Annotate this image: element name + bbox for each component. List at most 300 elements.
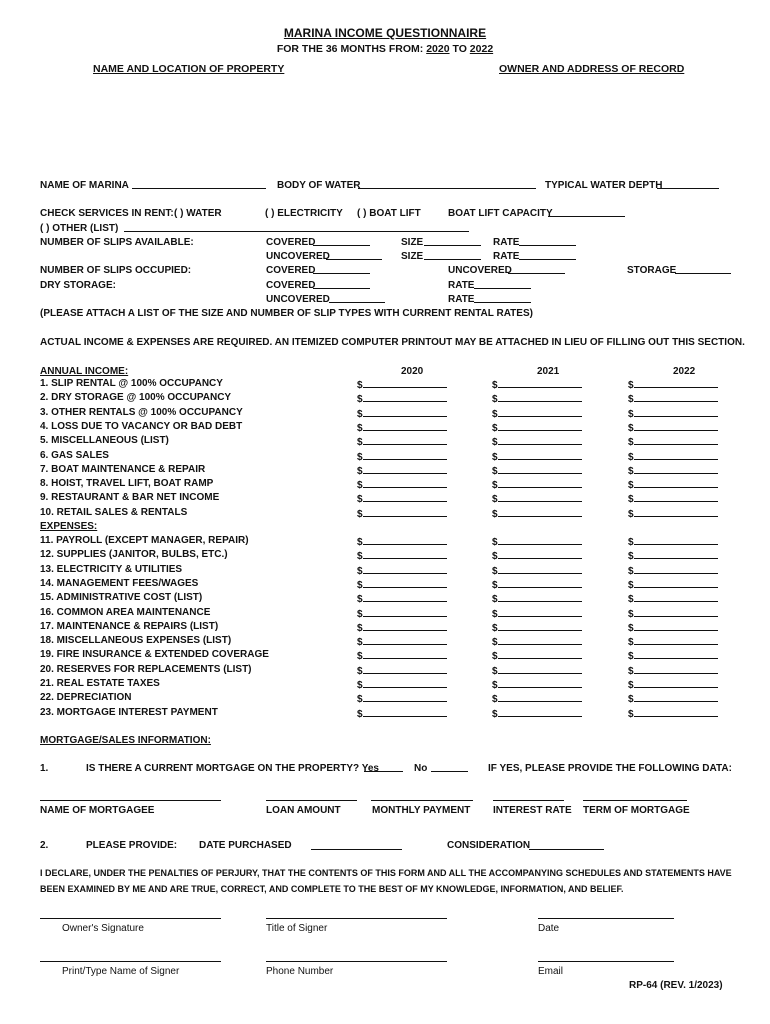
dollar-sign: $ <box>357 437 363 449</box>
amount-field-2022[interactable] <box>628 564 718 577</box>
amount-field-2022[interactable] <box>628 692 718 705</box>
amount-field-2021[interactable] <box>492 607 582 620</box>
amount-blank[interactable] <box>634 621 718 631</box>
dry-storage-label: DRY STORAGE: <box>40 280 116 291</box>
dollar-sign: $ <box>628 594 634 606</box>
dollar-sign: $ <box>628 437 634 449</box>
owner-signature-line[interactable] <box>40 918 221 919</box>
monthly-payment-field[interactable] <box>371 800 473 801</box>
amount-field-2020[interactable] <box>357 407 447 420</box>
amount-field-2020[interactable] <box>357 478 447 491</box>
dollar-sign: $ <box>492 608 498 620</box>
covered-label-2: COVERED <box>266 265 316 276</box>
amount-field-2022[interactable] <box>628 578 718 591</box>
covered-label-3: COVERED <box>266 280 316 291</box>
dollar-sign: $ <box>357 579 363 591</box>
amount-field-2020[interactable] <box>357 692 447 705</box>
uncovered-field-2[interactable] <box>508 273 565 274</box>
dollar-sign: $ <box>357 480 363 492</box>
date-label: Date <box>538 923 560 934</box>
to-word: TO <box>452 43 467 55</box>
dollar-sign: $ <box>492 437 498 449</box>
covered-label-1: COVERED <box>266 237 316 248</box>
amount-blank[interactable] <box>634 378 718 388</box>
amount-blank[interactable] <box>634 707 718 717</box>
dollar-sign: $ <box>492 380 498 391</box>
amount-field-2020[interactable] <box>357 621 447 634</box>
dollar-sign: $ <box>492 451 498 463</box>
amount-field-2022[interactable] <box>628 707 718 720</box>
amount-field-2022[interactable] <box>628 392 718 405</box>
amount-blank[interactable] <box>498 664 582 674</box>
income-item-label: 1. SLIP RENTAL @ 100% OCCUPANCY <box>40 378 223 389</box>
amount-blank[interactable] <box>498 678 582 688</box>
expense-item-label: 16. COMMON AREA MAINTENANCE <box>40 606 211 618</box>
amount-blank[interactable] <box>498 692 582 702</box>
title-of-signer-label: Title of Signer <box>266 923 328 934</box>
dollar-sign: $ <box>492 480 498 492</box>
expense-item-label: 11. PAYROLL (EXCEPT MANAGER, REPAIR) <box>40 535 249 546</box>
date-purchased-field[interactable] <box>311 849 402 850</box>
dollar-sign: $ <box>357 651 363 663</box>
amount-field-2021[interactable] <box>492 621 582 634</box>
amount-field-2021[interactable] <box>492 392 582 405</box>
dollar-sign: $ <box>492 465 498 477</box>
services-label: CHECK SERVICES IN RENT: <box>40 208 174 219</box>
date-purchased-label: DATE PURCHASED <box>199 840 292 851</box>
actual-income-note: ACTUAL INCOME & EXPENSES ARE REQUIRED. AN ITEMIZED COMPUTER PRINTOUT MAY BE ATTACHED IN LIEU OF FILLING OUT THIS SECTION. <box>40 337 745 348</box>
amount-blank[interactable] <box>634 464 718 474</box>
loan-amount-field[interactable] <box>266 800 357 801</box>
title-of-signer-line[interactable] <box>266 918 447 919</box>
expense-item-label: 21. REAL ESTATE TAXES <box>40 678 160 689</box>
amount-field-2022[interactable] <box>628 607 718 620</box>
amount-blank[interactable] <box>634 535 718 545</box>
dollar-sign: $ <box>492 408 498 420</box>
amount-field-2020[interactable] <box>357 549 447 562</box>
dollar-sign: $ <box>628 622 634 634</box>
phone-line[interactable] <box>266 961 447 962</box>
dollar-sign: $ <box>357 565 363 577</box>
amount-field-2020[interactable] <box>357 435 447 448</box>
dollar-sign: $ <box>357 680 363 691</box>
amount-field-2020[interactable] <box>357 592 447 605</box>
q2-number: 2. <box>40 840 49 851</box>
amount-field-2022[interactable] <box>628 407 718 420</box>
amount-field-2022[interactable] <box>628 478 718 491</box>
electricity-checkbox[interactable]: ( ) ELECTRICITY <box>265 208 343 219</box>
dollar-sign: $ <box>628 408 634 420</box>
amount-blank[interactable] <box>363 592 447 602</box>
expense-item-label: 18. MISCELLANEOUS EXPENSES (LIST) <box>40 635 232 647</box>
dollar-sign: $ <box>357 494 363 506</box>
dollar-sign: $ <box>357 608 363 620</box>
dollar-sign: $ <box>492 551 498 563</box>
dollar-sign: $ <box>628 579 634 591</box>
amount-blank[interactable] <box>498 435 582 445</box>
income-item-label: 2. DRY STORAGE @ 100% OCCUPANCY <box>40 392 232 404</box>
no-field[interactable] <box>431 771 468 772</box>
expense-item-label: 12. SUPPLIES (JANITOR, BULBS, ETC.) <box>40 549 228 561</box>
term-field[interactable] <box>583 800 687 801</box>
expenses-heading: EXPENSES: <box>40 521 98 532</box>
rate-field-2[interactable] <box>519 259 576 260</box>
amount-blank[interactable] <box>363 392 447 402</box>
income-item-label: 5. MISCELLANEOUS (LIST) <box>40 435 169 447</box>
amount-blank[interactable] <box>363 507 447 517</box>
rate-label-2: RATE <box>493 251 520 262</box>
storage-field[interactable] <box>675 273 731 274</box>
amount-field-2021[interactable] <box>492 407 582 420</box>
amount-blank[interactable] <box>498 707 582 717</box>
amount-blank[interactable] <box>363 678 447 688</box>
dollar-sign: $ <box>628 680 634 691</box>
marina-name-label: NAME OF MARINA <box>40 180 129 191</box>
amount-field-2022[interactable] <box>628 678 718 691</box>
dollar-sign: $ <box>492 594 498 606</box>
amount-blank[interactable] <box>498 564 582 574</box>
dollar-sign: $ <box>357 708 363 720</box>
dollar-sign: $ <box>628 651 634 663</box>
expense-item-label: 14. MANAGEMENT FEES/WAGES <box>40 577 199 589</box>
rate-field-3[interactable] <box>474 288 531 289</box>
water-depth-label: TYPICAL WATER DEPTH <box>545 180 663 191</box>
amount-blank[interactable] <box>498 621 582 631</box>
amount-field-2022[interactable] <box>628 649 718 662</box>
amount-field-2020[interactable] <box>357 464 447 477</box>
amount-field-2020[interactable] <box>357 378 447 391</box>
expense-item-label: 23. MORTGAGE INTEREST PAYMENT <box>40 706 218 718</box>
amount-blank[interactable] <box>634 578 718 588</box>
amount-blank[interactable] <box>634 392 718 402</box>
year-2021-header: 2021 <box>537 366 560 377</box>
amount-blank[interactable] <box>634 692 718 702</box>
amount-field-2020[interactable] <box>357 507 447 520</box>
uncovered-field-3[interactable] <box>329 302 385 303</box>
other-checkbox[interactable]: ( ) OTHER (LIST) <box>40 223 119 234</box>
amount-field-2022[interactable] <box>628 492 718 505</box>
amount-blank[interactable] <box>363 635 447 645</box>
amount-field-2020[interactable] <box>357 392 447 405</box>
amount-blank[interactable] <box>634 450 718 460</box>
dollar-sign: $ <box>357 394 363 406</box>
from-year: 2020 <box>426 43 450 55</box>
amount-field-2021[interactable] <box>492 378 582 391</box>
rate-label-1: RATE <box>493 237 520 248</box>
amount-blank[interactable] <box>634 549 718 559</box>
income-item-label: 9. RESTAURANT & BAR NET INCOME <box>40 492 220 504</box>
if-yes-label: IF YES, PLEASE PROVIDE THE FOLLOWING DATA: <box>488 763 732 774</box>
amount-blank[interactable] <box>363 450 447 460</box>
income-item-label: 7. BOAT MAINTENANCE & REPAIR <box>40 463 206 475</box>
amount-field-2020[interactable] <box>357 649 447 662</box>
amount-field-2021[interactable] <box>492 450 582 463</box>
amount-blank[interactable] <box>634 607 718 617</box>
amount-blank[interactable] <box>498 649 582 659</box>
q1-number: 1. <box>40 763 49 774</box>
amount-field-2021[interactable] <box>492 564 582 577</box>
year-2020-header: 2020 <box>401 366 424 377</box>
amount-blank[interactable] <box>498 607 582 617</box>
form-id: RP-64 (REV. 1/2023) <box>629 980 723 991</box>
amount-field-2021[interactable] <box>492 421 582 434</box>
amount-blank[interactable] <box>498 478 582 488</box>
amount-blank[interactable] <box>363 607 447 617</box>
dollar-sign: $ <box>628 380 634 391</box>
period-line <box>0 43 770 55</box>
amount-blank[interactable] <box>363 692 447 702</box>
amount-blank[interactable] <box>634 492 718 502</box>
dollar-sign: $ <box>628 694 634 706</box>
dollar-sign: $ <box>357 465 363 477</box>
income-item-label: 6. GAS SALES <box>40 449 109 461</box>
period-prefix: FOR THE 36 MONTHS FROM: <box>276 43 424 55</box>
amount-field-2020[interactable] <box>357 535 447 548</box>
amount-field-2021[interactable] <box>492 707 582 720</box>
covered-field-3[interactable] <box>313 288 370 289</box>
amount-field-2022[interactable] <box>628 450 718 463</box>
amount-blank[interactable] <box>363 549 447 559</box>
amount-field-2021[interactable] <box>492 464 582 477</box>
expense-item-label: 22. DEPRECIATION <box>40 692 132 704</box>
amount-blank[interactable] <box>634 421 718 431</box>
rate-label-4: RATE <box>448 294 475 305</box>
amount-blank[interactable] <box>634 592 718 602</box>
water-depth-field[interactable] <box>657 188 719 189</box>
dollar-sign: $ <box>628 708 634 720</box>
amount-field-2022[interactable] <box>628 464 718 477</box>
amount-field-2020[interactable] <box>357 421 447 434</box>
dollar-sign: $ <box>628 465 634 477</box>
amount-blank[interactable] <box>363 621 447 631</box>
amount-blank[interactable] <box>498 507 582 517</box>
amount-field-2022[interactable] <box>628 507 718 520</box>
interest-rate-label: INTEREST RATE <box>493 805 572 816</box>
amount-blank[interactable] <box>363 407 447 417</box>
amount-field-2020[interactable] <box>357 635 447 648</box>
dollar-sign: $ <box>357 537 363 548</box>
declaration-text: I DECLARE, UNDER THE PENALTIES OF PERJURY, THAT THE CONTENTS OF THIS FORM AND ALL THE ACCOMPANYING SCHEDULES AND STATEMENTS HAVE BEEN EXAMINED BY ME AND ARE TRUE, CORRECT, AND COMPLETE TO THE BEST OF MY KNOWLEDGE, INFORMATION, AND BELIEF. <box>40 868 732 894</box>
dollar-sign: $ <box>628 480 634 492</box>
dollar-sign: $ <box>492 694 498 706</box>
consideration-field[interactable] <box>529 849 604 850</box>
amount-blank[interactable] <box>498 592 582 602</box>
dollar-sign: $ <box>357 594 363 606</box>
rate-field-4[interactable] <box>474 302 531 303</box>
term-label: TERM OF MORTGAGE <box>583 805 690 816</box>
amount-field-2021[interactable] <box>492 635 582 648</box>
amount-blank[interactable] <box>498 407 582 417</box>
form-title: MARINA INCOME QUESTIONNAIRE <box>283 26 487 40</box>
dollar-sign: $ <box>357 508 363 520</box>
dollar-sign: $ <box>628 537 634 548</box>
lift-capacity-field[interactable] <box>548 216 625 217</box>
amount-field-2021[interactable] <box>492 535 582 548</box>
slips-available-label: NUMBER OF SLIPS AVAILABLE: <box>40 237 194 248</box>
dollar-sign: $ <box>357 422 363 434</box>
dollar-sign: $ <box>492 494 498 506</box>
expense-item-label: 15. ADMINISTRATIVE COST (LIST) <box>40 592 203 604</box>
amount-blank[interactable] <box>363 707 447 717</box>
dollar-sign: $ <box>628 394 634 406</box>
amount-field-2020[interactable] <box>357 664 447 677</box>
year-2022-header: 2022 <box>673 366 696 377</box>
water-checkbox[interactable]: ( ) WATER <box>174 208 222 219</box>
amount-blank[interactable] <box>634 478 718 488</box>
size-label-2: SIZE <box>401 251 424 262</box>
amount-field-2020[interactable] <box>357 450 447 463</box>
dollar-sign: $ <box>628 665 634 677</box>
amount-blank[interactable] <box>363 649 447 659</box>
dollar-sign: $ <box>357 694 363 706</box>
covered-field-1[interactable] <box>313 245 370 246</box>
rate-label-3: RATE <box>448 280 475 291</box>
amount-field-2022[interactable] <box>628 535 718 548</box>
amount-blank[interactable] <box>634 407 718 417</box>
amount-field-2021[interactable] <box>492 549 582 562</box>
dollar-sign: $ <box>492 637 498 649</box>
dollar-sign: $ <box>357 551 363 563</box>
size-field-1[interactable] <box>424 245 481 246</box>
dollar-sign: $ <box>492 565 498 577</box>
yes-field[interactable] <box>364 771 403 772</box>
amount-field-2022[interactable] <box>628 635 718 648</box>
dollar-sign: $ <box>492 680 498 691</box>
amount-field-2020[interactable] <box>357 564 447 577</box>
amount-field-2022[interactable] <box>628 621 718 634</box>
amount-blank[interactable] <box>498 535 582 545</box>
dollar-sign: $ <box>628 551 634 563</box>
amount-blank[interactable] <box>634 507 718 517</box>
amount-blank[interactable] <box>634 635 718 645</box>
phone-label: Phone Number <box>266 966 334 977</box>
amount-blank[interactable] <box>498 421 582 431</box>
slips-occupied-label: NUMBER OF SLIPS OCCUPIED: <box>40 265 192 276</box>
amount-blank[interactable] <box>363 664 447 674</box>
owner-label: OWNER AND ADDRESS OF RECORD <box>499 63 685 75</box>
amount-field-2021[interactable] <box>492 664 582 677</box>
email-line[interactable] <box>538 961 674 962</box>
print-name-line[interactable] <box>40 961 221 962</box>
dollar-sign: $ <box>492 508 498 520</box>
size-field-2[interactable] <box>424 259 481 260</box>
uncovered-label-3: UNCOVERED <box>266 294 330 305</box>
amount-field-2021[interactable] <box>492 649 582 662</box>
dollar-sign: $ <box>357 408 363 420</box>
uncovered-field-1[interactable] <box>326 259 382 260</box>
boat-lift-checkbox[interactable]: ( ) BOAT LIFT <box>357 208 421 219</box>
amount-blank[interactable] <box>498 492 582 502</box>
amount-field-2021[interactable] <box>492 678 582 691</box>
amount-blank[interactable] <box>634 678 718 688</box>
amount-blank[interactable] <box>498 549 582 559</box>
amount-field-2020[interactable] <box>357 707 447 720</box>
amount-field-2022[interactable] <box>628 664 718 677</box>
other-list-field[interactable] <box>124 231 469 232</box>
amount-blank[interactable] <box>498 378 582 388</box>
dollar-sign: $ <box>357 665 363 677</box>
amount-field-2022[interactable] <box>628 435 718 448</box>
mortgagee-field[interactable] <box>40 800 221 801</box>
marina-name-field[interactable] <box>132 188 266 189</box>
amount-blank[interactable] <box>634 664 718 674</box>
amount-field-2020[interactable] <box>357 678 447 691</box>
email-label: Email <box>538 966 564 977</box>
amount-blank[interactable] <box>363 492 447 502</box>
expense-item-label: 17. MAINTENANCE & REPAIRS (LIST) <box>40 620 219 632</box>
dollar-sign: $ <box>628 451 634 463</box>
lift-capacity-label: BOAT LIFT CAPACITY <box>448 208 553 219</box>
interest-rate-field[interactable] <box>493 800 564 801</box>
amount-blank[interactable] <box>634 564 718 574</box>
dollar-sign: $ <box>492 622 498 634</box>
amount-field-2021[interactable] <box>492 578 582 591</box>
dollar-sign: $ <box>492 394 498 406</box>
body-of-water-field[interactable] <box>358 188 536 189</box>
income-item-label: 4. LOSS DUE TO VACANCY OR BAD DEBT <box>40 420 243 432</box>
dollar-sign: $ <box>492 537 498 548</box>
amount-blank[interactable] <box>498 578 582 588</box>
amount-field-2022[interactable] <box>628 549 718 562</box>
amount-blank[interactable] <box>498 464 582 474</box>
amount-field-2020[interactable] <box>357 578 447 591</box>
amount-blank[interactable] <box>363 464 447 474</box>
rate-field-1[interactable] <box>519 245 576 246</box>
dollar-sign: $ <box>628 508 634 520</box>
dollar-sign: $ <box>492 579 498 591</box>
amount-blank[interactable] <box>498 635 582 645</box>
amount-field-2020[interactable] <box>357 492 447 505</box>
mortgage-heading: MORTGAGE/SALES INFORMATION: <box>40 735 211 746</box>
amount-blank[interactable] <box>363 435 447 445</box>
dollar-sign: $ <box>628 608 634 620</box>
mortgagee-label: NAME OF MORTGAGEE <box>40 805 155 816</box>
dollar-sign: $ <box>628 422 634 434</box>
amount-blank[interactable] <box>498 392 582 402</box>
amount-field-2022[interactable] <box>628 592 718 605</box>
amount-field-2021[interactable] <box>492 692 582 705</box>
amount-blank[interactable] <box>363 535 447 545</box>
amount-field-2021[interactable] <box>492 492 582 505</box>
dollar-sign: $ <box>357 622 363 634</box>
amount-blank[interactable] <box>634 649 718 659</box>
date-line[interactable] <box>538 918 674 919</box>
covered-field-2[interactable] <box>313 273 370 274</box>
amount-blank[interactable] <box>634 435 718 445</box>
amount-blank[interactable] <box>363 478 447 488</box>
amount-blank[interactable] <box>363 421 447 431</box>
body-of-water-label: BODY OF WATER <box>277 180 361 191</box>
amount-field-2021[interactable] <box>492 435 582 448</box>
expense-item-label: 19. FIRE INSURANCE & EXTENDED COVERAGE <box>40 649 269 661</box>
dollar-sign: $ <box>492 651 498 663</box>
expense-item-label: 20. RESERVES FOR REPLACEMENTS (LIST) <box>40 663 252 675</box>
amount-field-2021[interactable] <box>492 478 582 491</box>
amount-field-2021[interactable] <box>492 592 582 605</box>
amount-blank[interactable] <box>363 578 447 588</box>
dollar-sign: $ <box>628 494 634 506</box>
amount-field-2022[interactable] <box>628 378 718 391</box>
amount-field-2022[interactable] <box>628 421 718 434</box>
expense-item-label: 13. ELECTRICITY & UTILITIES <box>40 563 183 575</box>
amount-field-2020[interactable] <box>357 607 447 620</box>
amount-blank[interactable] <box>363 378 447 388</box>
uncovered-label-1: UNCOVERED <box>266 251 330 262</box>
amount-blank[interactable] <box>498 450 582 460</box>
dollar-sign: $ <box>357 380 363 391</box>
amount-field-2021[interactable] <box>492 507 582 520</box>
amount-blank[interactable] <box>363 564 447 574</box>
